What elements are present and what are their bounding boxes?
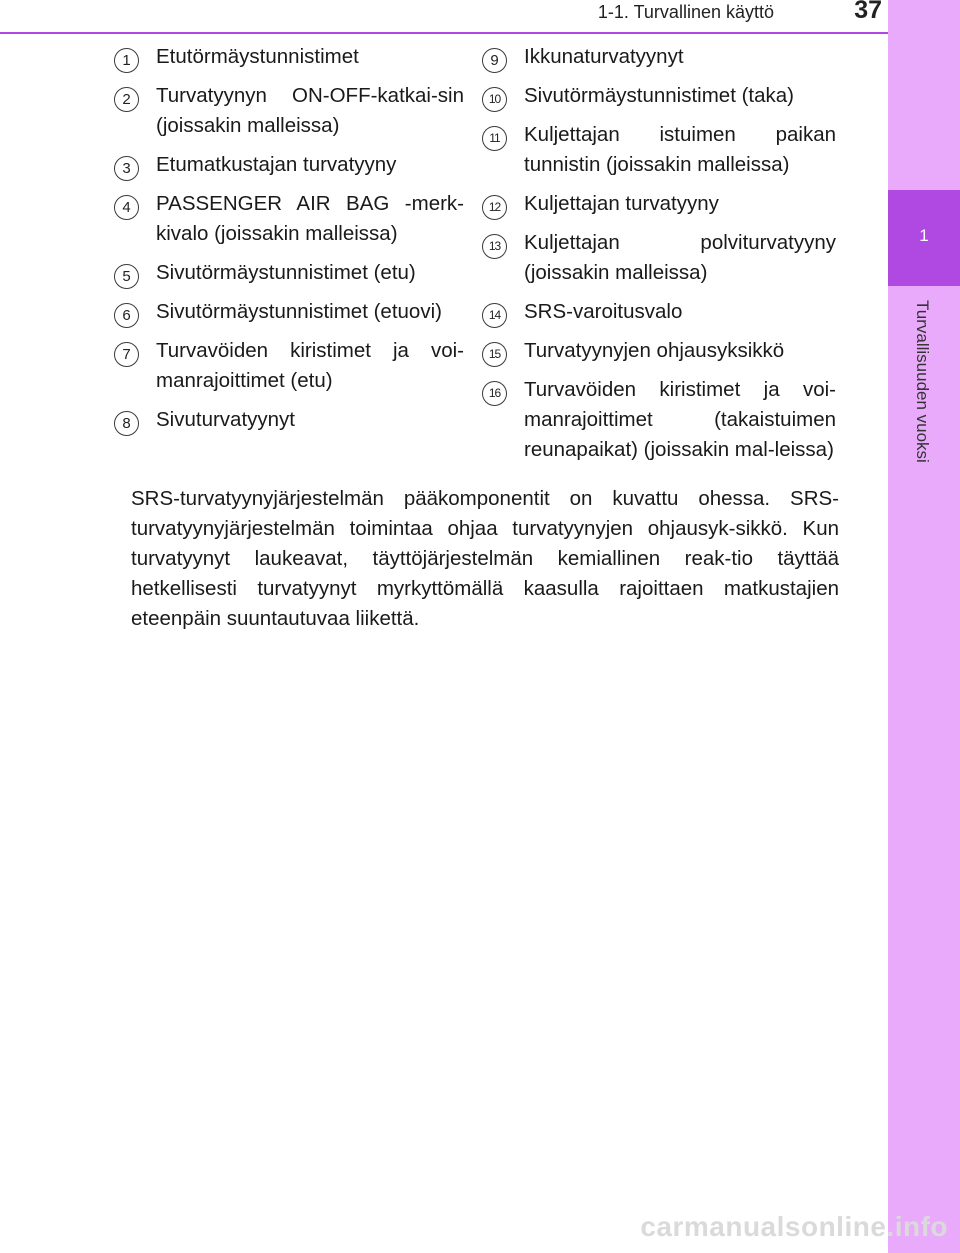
legend-item-text: Etutörmäystunnistimet (156, 45, 359, 68)
legend-item-text: Kuljettajan istuimen paikan tunnistin (joissakin malleissa) (524, 123, 836, 176)
legend-item-text: Kuljettajan polviturvatyyny (joissakin malleissa) (524, 231, 836, 284)
legend-item (482, 81, 836, 111)
callout-number-badge: 13 (482, 234, 507, 259)
callout-number-badge: 6 (114, 303, 139, 328)
legend-item-text: Turvavöiden kiristimet ja voi-manrajoittimet (takaistuimen reunapaikat) (joissakin mal-leissa) (524, 378, 836, 461)
legend-item (114, 405, 464, 435)
legend-item-text: SRS-varoitusvalo (524, 300, 683, 323)
legend-item (482, 42, 836, 72)
legend-item-text: Kuljettajan turvatyyny (524, 192, 719, 215)
callout-number-badge: 5 (114, 264, 139, 289)
legend-item (114, 258, 464, 288)
body-paragraph: SRS-turvatyynyjärjestelmän pääkomponentit on kuvattu ohessa. SRS-turvatyynyjärjestelmän toimintaa ohjaa turvatyynyjen ohjausyk-sikkö. Kun turvatyynyt laukeavat, täyttöjärjestelmän kemiallinen reak-tio täyttää hetkellisesti turvatyynyt myrkyttömällä kaasulla rajoittaen matkustajien eteenpäin suuntautuvaa liikettä. (131, 487, 839, 630)
legend-item (482, 336, 836, 366)
legend-item (114, 297, 464, 327)
legend-item-text: Turvatyynyjen ohjausyksikkö (524, 339, 785, 362)
legend-item (482, 228, 836, 288)
legend-item (482, 375, 836, 465)
callout-number-badge: 11 (482, 126, 507, 151)
callout-number-badge: 8 (114, 411, 139, 436)
chapter-side-tab (888, 0, 960, 1253)
legend-column-right (482, 42, 836, 474)
callout-number-badge: 4 (114, 195, 139, 220)
legend-item (114, 42, 464, 72)
watermark: carmanualsonline.info (640, 1211, 948, 1242)
page-number: 37 (854, 0, 882, 24)
legend-item-text: Turvatyynyn ON-OFF-katkai-sin (joissakin malleissa) (156, 84, 464, 137)
legend-item-text: Sivuturvatyynyt (156, 408, 295, 431)
legend-item (482, 297, 836, 327)
legend-item-text: Ikkunaturvatyynyt (524, 45, 684, 68)
legend-item-text: Sivutörmäystunnistimet (etuovi) (156, 300, 442, 323)
legend-item-text: Turvavöiden kiristimet ja voi-manrajoittimet (etu) (156, 339, 464, 392)
legend-column-left (114, 42, 464, 444)
chapter-number: 1 (919, 226, 929, 245)
legend-item (114, 336, 464, 396)
legend-item (114, 81, 464, 141)
chapter-title: Turvallisuuden vuoksi (913, 300, 932, 463)
legend-item-text: PASSENGER AIR BAG -merk-kivalo (joissakin malleissa) (156, 192, 464, 245)
legend-item (482, 189, 836, 219)
legend-item (114, 150, 464, 180)
legend-item-text: Sivutörmäystunnistimet (etu) (156, 261, 416, 284)
callout-number-badge: 15 (482, 342, 507, 367)
section-title: 1-1. Turvallinen käyttö (597, 2, 774, 22)
callout-number-badge: 7 (114, 342, 139, 367)
legend-item-text: Etumatkustajan turvatyyny (156, 153, 397, 176)
callout-number-badge: 3 (114, 156, 139, 181)
callout-number-badge: 14 (482, 303, 507, 328)
legend-item (482, 120, 836, 180)
callout-number-badge: 10 (482, 87, 507, 112)
header-rule (0, 32, 888, 34)
callout-number-badge: 12 (482, 195, 507, 220)
callout-number-badge: 1 (114, 48, 139, 73)
legend-item-text: Sivutörmäystunnistimet (taka) (524, 84, 795, 107)
callout-number-badge: 2 (114, 87, 139, 112)
callout-number-badge: 9 (482, 48, 507, 73)
legend-item (114, 189, 464, 249)
callout-number-badge: 16 (482, 381, 507, 406)
